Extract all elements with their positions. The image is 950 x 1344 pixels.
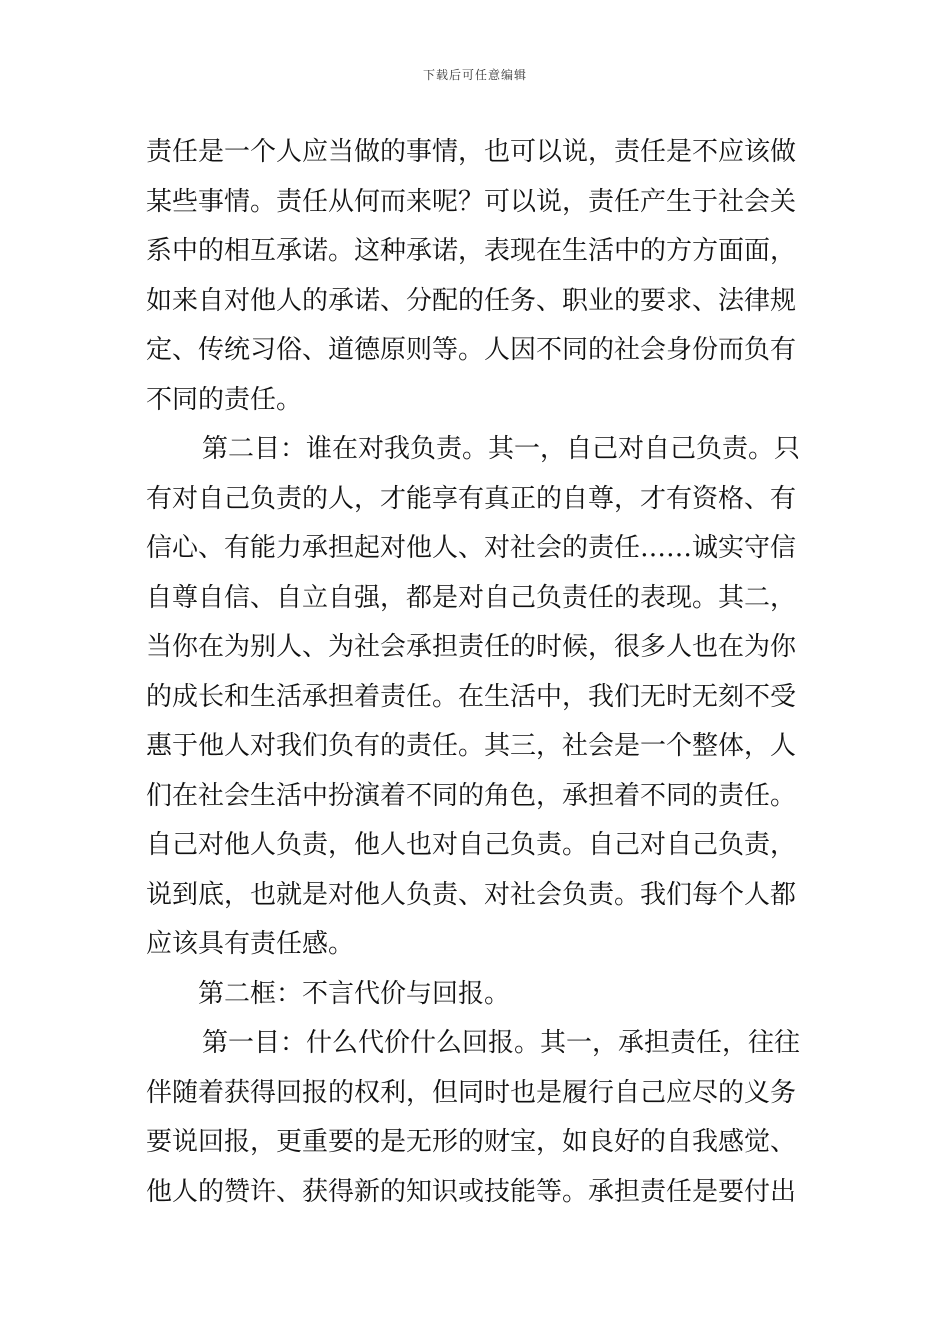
text-line: 要说回报，更重要的是无形的财宝，如良好的自我感觉、 [146,1127,797,1157]
text-line: 信心、有能力承担起对他人、对社会的责任……诚实守信 [146,533,797,563]
text-line: 说到底，也就是对他人负责、对社会负责。我们每个人都 [146,879,797,910]
text-line: 第一目：什么代价什么回报。其一，承担责任，往往 [202,1028,801,1058]
text-line: 当你在为别人、为社会承担责任的时候，很多人也在为你 [146,632,797,662]
text-line: 系中的相互承诺。这种承诺，表现在生活中的方方面面， [146,236,797,266]
text-line: 不同的责任。 [146,384,303,415]
text-line: 定、传统习俗、道德原则等。人因不同的社会身份而负有 [146,335,797,365]
text-line: 第二目：谁在对我负责。其一，自己对自己负责。只 [202,434,801,464]
page-header: 下载后可任意编辑 [422,68,527,82]
text-line: 第二框：不言代价与回报。 [198,978,511,1009]
text-line: 们在社会生活中扮演着不同的角色，承担着不同的责任。 [146,780,797,811]
text-line: 的成长和生活承担着责任。在生活中，我们无时无刻不受 [146,681,797,712]
text-line: 如来自对他人的承诺、分配的任务、职业的要求、法律规 [146,285,797,316]
text-line: 责任是一个人应当做的事情，也可以说，责任是不应该做 [146,137,797,167]
text-line: 伴随着获得回报的权利，但同时也是履行自己应尽的义务 [146,1077,797,1108]
text-line: 应该具有责任感。 [146,929,355,959]
text-line: 某些事情。责任从何而来呢？可以说，责任产生于社会关 [146,186,797,217]
text-line: 有对自己负责的人，才能享有真正的自尊，才有资格、有 [146,483,797,514]
text-line: 自己对他人负责，他人也对自己负责。自己对自己负责， [146,830,797,860]
body-text [146,128,806,1217]
text-line: 他人的赞许、获得新的知识或技能等。承担责任是要付出 [146,1176,797,1207]
text-line: 惠于他人对我们负有的责任。其三，社会是一个整体，人 [146,731,797,761]
text-line: 自尊自信、自立自强，都是对自己负责任的表现。其二， [146,582,797,613]
